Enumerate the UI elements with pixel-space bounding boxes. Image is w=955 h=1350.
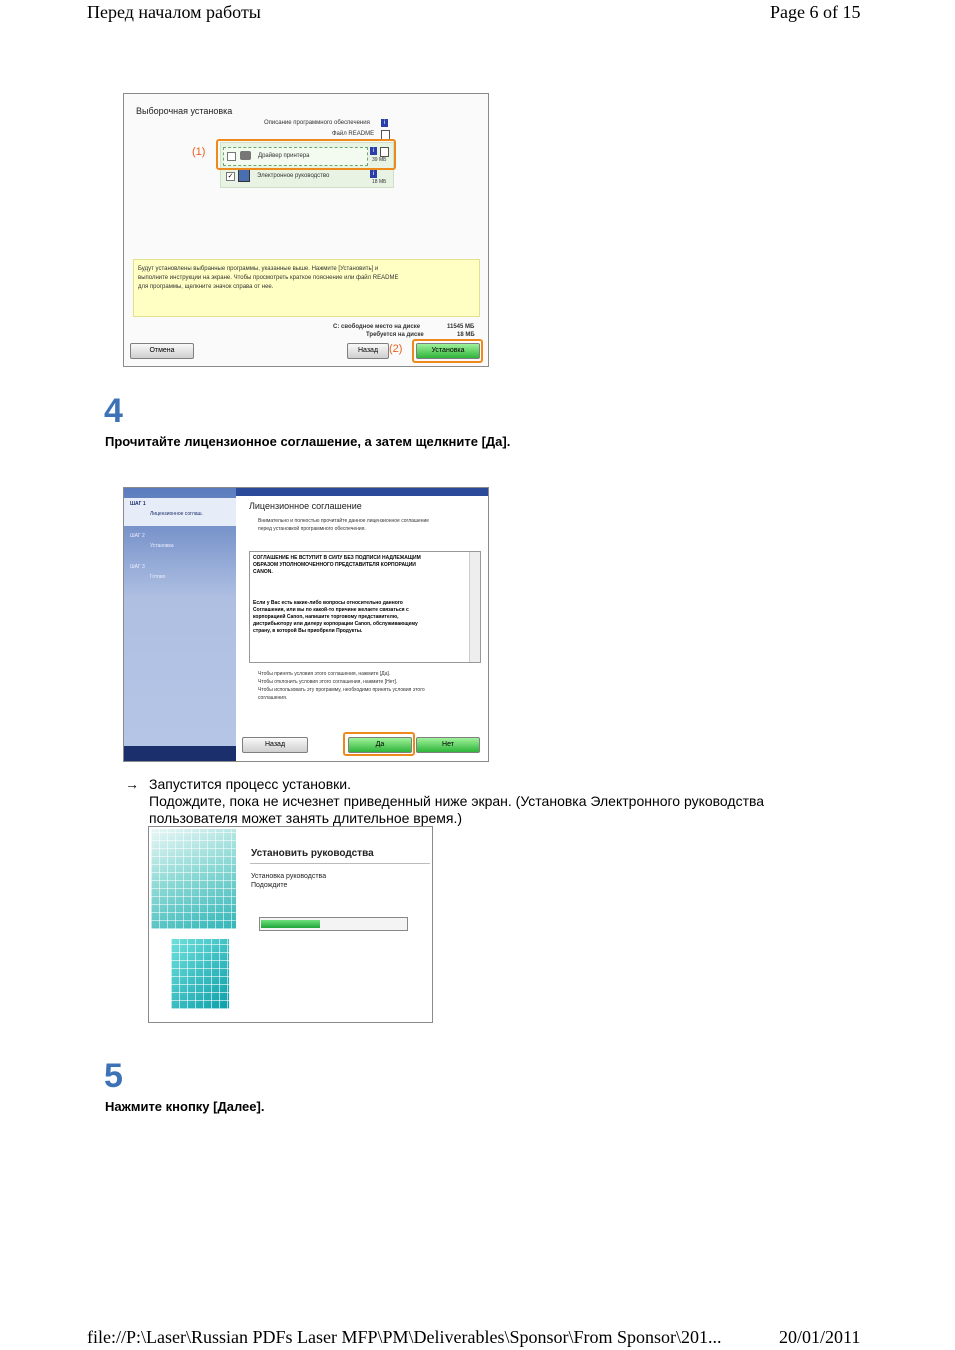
- license-text-box[interactable]: [249, 551, 481, 663]
- install-progress-bar: [259, 917, 408, 931]
- manual-icon: [238, 169, 250, 182]
- license-hint-3: Чтобы использовать эту программу, необходимо принять условия этого: [258, 687, 425, 693]
- license-line-6: корпорацией Canon, напишите торговому представителю,: [253, 614, 399, 620]
- sidebar-step-1: ШАГ 1: [130, 501, 146, 507]
- yes-button[interactable]: Да: [348, 737, 412, 753]
- printer-driver-size: 39 МБ: [372, 157, 387, 163]
- result-arrow: →: [125, 776, 139, 792]
- note-line-2: выполните инструкции на экране. Чтобы просмотреть краткое пояснение или файл README: [138, 275, 399, 281]
- license-screenshot: [123, 487, 489, 762]
- cube-pattern: [151, 829, 236, 929]
- back-button[interactable]: Назад: [347, 343, 389, 359]
- license-scrollbar[interactable]: [469, 552, 480, 662]
- step-5-title: Нажмите кнопку [Далее].: [105, 1099, 265, 1114]
- steps-sidebar: [124, 488, 236, 761]
- manual-info-icon[interactable]: i: [370, 170, 377, 178]
- window-top-bar: [236, 488, 488, 496]
- license-intro-1: Внимательно и полностью прочитайте данное лицензионное соглашение: [258, 518, 430, 524]
- install-status-line-2: Подождите: [251, 882, 288, 889]
- license-line-8: страну, в которой Вы приобрели Продукты.: [253, 628, 363, 634]
- step-5-number: 5: [104, 1057, 123, 1095]
- sidebar-step-3-name: Готово: [150, 574, 166, 580]
- readme-label: Файл README: [332, 131, 375, 137]
- sidebar-step-1-name: Лицензионное соглаш.: [150, 511, 203, 517]
- file-path: file://P:\Laser\Russian PDFs Laser MFP\PM\Deliverables\Sponsor\From Sponsor\201...: [87, 1327, 722, 1347]
- print-date: 20/01/2011: [779, 1327, 861, 1347]
- callout-highlight-2: [412, 339, 483, 363]
- license-intro-2: перед установкой программного обеспечения.: [258, 526, 366, 532]
- info-icon: i: [381, 119, 388, 127]
- license-line-1: СОГЛАШЕНИЕ НЕ ВСТУПИТ В СИЛУ БЕЗ ПОДПИСИ НАДЛЕЖАЩИМ: [253, 555, 421, 561]
- install-manuals-screenshot: [148, 826, 433, 1023]
- install-manuals-title: Установить руководства: [251, 848, 374, 859]
- callout-highlight-yes: [343, 732, 415, 756]
- title-divider: [250, 863, 430, 864]
- license-hint-4: соглашения.: [258, 695, 288, 701]
- sidebar-step-3: ШАГ 3: [130, 564, 145, 570]
- free-space-label: С: свободное место на диске: [333, 324, 421, 330]
- callout-highlight-1: [216, 139, 396, 170]
- note-line-3: для программы, щелкните значок справа от нее.: [138, 284, 274, 290]
- cancel-button[interactable]: Отмена: [130, 343, 194, 359]
- custom-install-screenshot: [123, 93, 489, 367]
- install-progress-fill: [261, 920, 320, 928]
- license-back-button[interactable]: Назад: [242, 737, 308, 753]
- decorative-graphic: [149, 827, 239, 1022]
- required-space-label: Требуется на диске: [366, 332, 424, 338]
- result-line-3: пользователя может занять длительное время.): [149, 810, 463, 826]
- license-hint-2: Чтобы отклонить условия этого соглашения, нажмите [Нет].: [258, 679, 398, 685]
- license-line-3: CANON.: [253, 569, 273, 575]
- manual-checkbox[interactable]: ✓: [227, 173, 234, 180]
- software-description-label: Описание программного обеспечения: [264, 120, 370, 126]
- step-4-number: 4: [104, 392, 123, 430]
- install-status-line-1: Установка руководства: [251, 873, 327, 880]
- install-button[interactable]: Установка: [416, 343, 480, 359]
- manual-label: Электронное руководство: [257, 173, 330, 179]
- callout-label-2: (2): [389, 343, 403, 355]
- license-line-4: Если у Вас есть какие-либо вопросы относительно данного: [253, 600, 403, 606]
- instruction-note: [133, 259, 480, 317]
- page-header-title: Перед началом работы: [87, 2, 261, 22]
- license-line-7: дистрибьютору или дилеру корпорации Canon, обслуживающему: [253, 621, 418, 627]
- sidebar-step-2: ШАГ 2: [130, 533, 145, 539]
- license-line-2: ОБРАЗОМ УПОЛНОМОЧЕННОГО ПРЕДСТАВИТЕЛЯ КОРПОРАЦИИ: [253, 562, 416, 568]
- license-hint-1: Чтобы принять условия этого соглашения, нажмите [Да].: [258, 671, 391, 677]
- sidebar-step-2-name: Установка: [150, 543, 174, 549]
- callout-label-1: (1): [192, 146, 206, 158]
- license-title: Лицензионное соглашение: [249, 501, 362, 511]
- note-line-1: Будут установлены выбранные программы, указанные выше. Нажмите [Установить] и: [138, 266, 379, 272]
- cube-block: [171, 939, 229, 1009]
- free-space-value: 11545 МБ: [447, 324, 475, 330]
- page-number: Page 6 of 15: [770, 2, 861, 22]
- custom-install-title: Выборочная установка: [136, 106, 233, 116]
- printer-driver-info-icon[interactable]: i: [370, 147, 377, 155]
- license-line-5: Соглашения, или вы по какой-то причине желаете связаться с: [253, 607, 409, 613]
- manual-size: 18 МБ: [372, 179, 387, 185]
- result-line-1: Запустится процесс установки.: [149, 776, 351, 792]
- step-4-title: Прочитайте лицензионное соглашение, а затем щелкните [Да].: [105, 434, 511, 449]
- printer-driver-label: Драйвер принтера: [258, 153, 310, 159]
- no-button[interactable]: Нет: [416, 737, 480, 753]
- required-space-value: 18 МБ: [457, 332, 475, 338]
- sidebar-bottom-bar: [124, 746, 236, 761]
- result-line-2: Подождите, пока не исчезнет приведенный ниже экран. (Установка Электронного руководства: [149, 793, 765, 809]
